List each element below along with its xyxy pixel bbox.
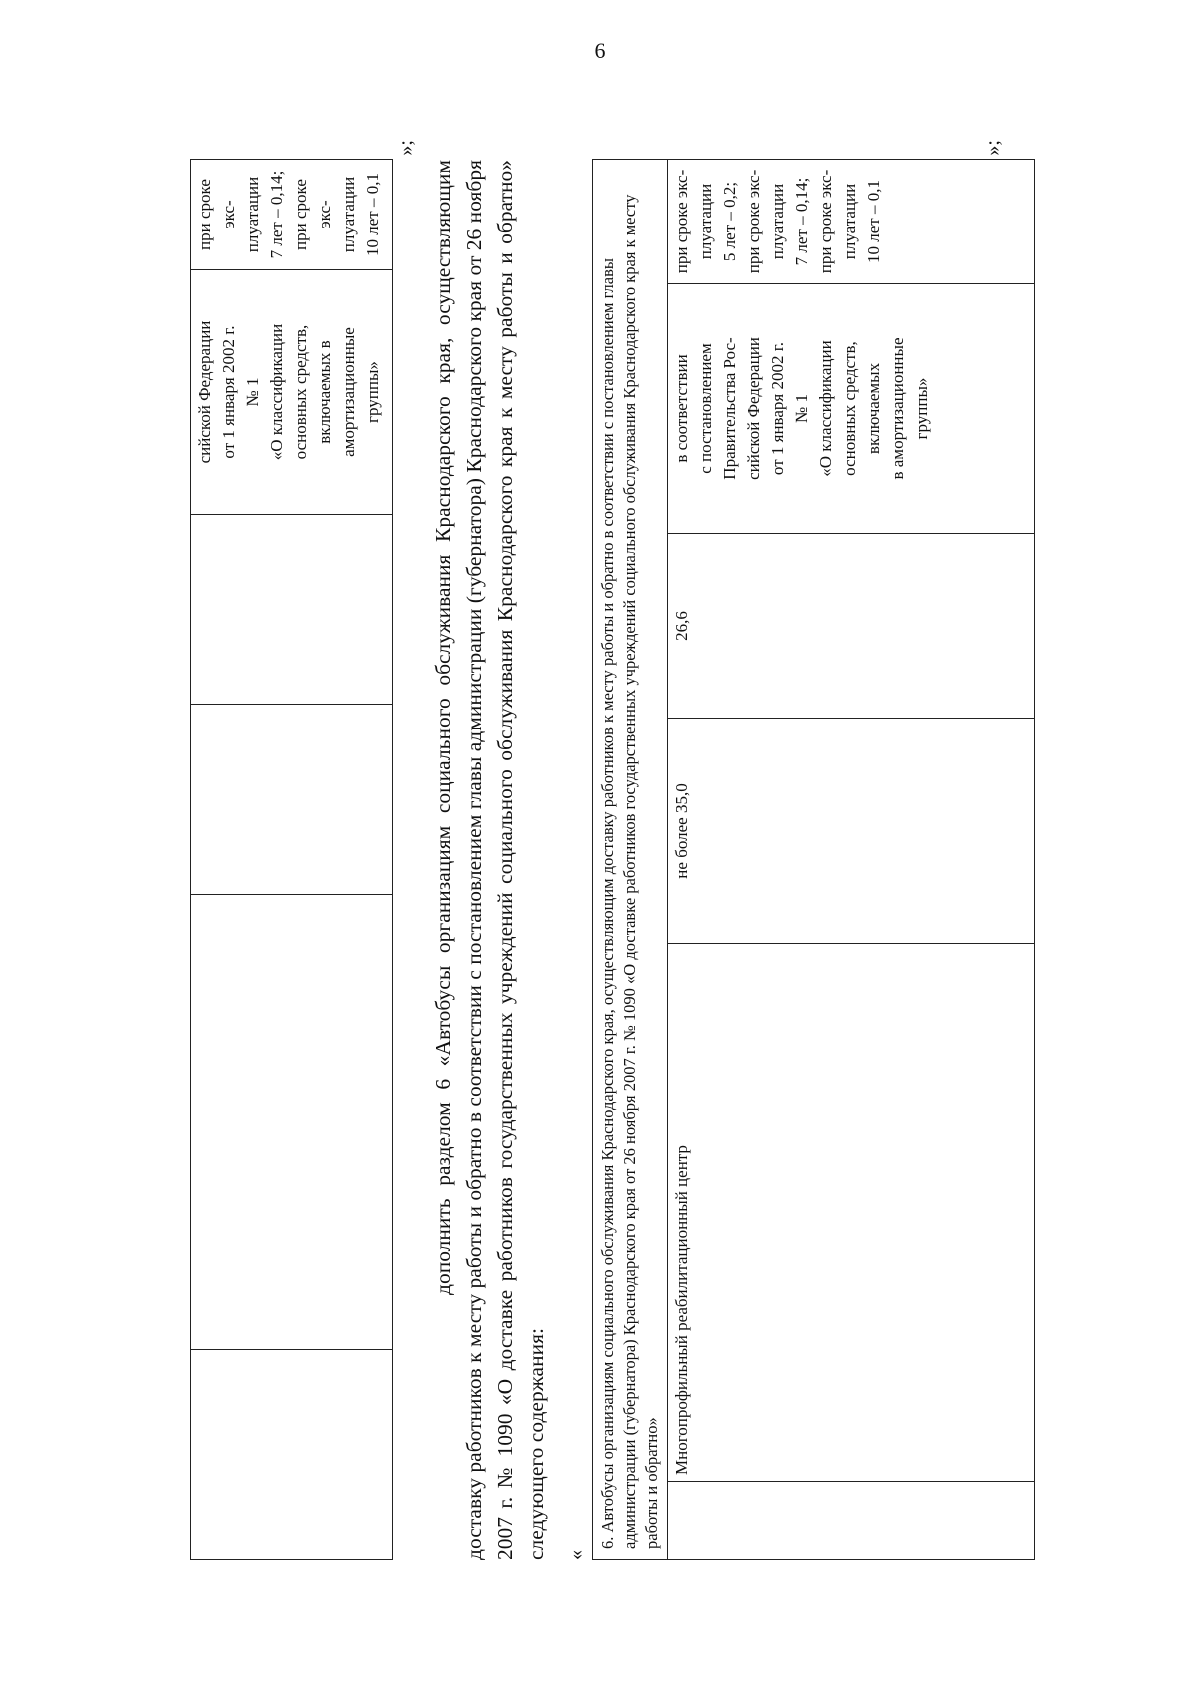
basis-line: в соответствии: [672, 354, 691, 463]
cell-institution: Многопрофильный реабилитационный центр: [668, 944, 1035, 1482]
terms-line: при сроке экс-: [672, 169, 691, 274]
terms-line: 10 лет – 0,1: [363, 173, 382, 256]
terms-line: плуатации: [840, 183, 859, 260]
opening-quote: «: [565, 1550, 587, 1560]
terms-line: плуатации: [243, 176, 262, 253]
rotated-landscape-content: [190, 140, 1015, 1560]
basis-line: № 1: [243, 377, 262, 407]
basis-line: Правительства Рос-: [720, 337, 739, 480]
terms-line: при сроке экс-: [744, 169, 763, 274]
closing-quote: »;: [982, 140, 1004, 156]
basis-line: амортизационные: [339, 327, 358, 457]
cell-empty: [668, 1482, 1035, 1560]
basis-line: сийской Федерации: [195, 320, 214, 464]
terms-line: при сроке экс-: [816, 169, 835, 274]
cell-norm: не более 35,0: [668, 719, 1035, 944]
basis-line: основных средств,: [840, 341, 859, 476]
terms-line: плуатации: [768, 183, 787, 260]
cell-empty: [191, 705, 393, 895]
basis-line: с постановлением: [696, 343, 715, 474]
table-row: [191, 160, 393, 1560]
terms-line: при сроке экс-: [195, 179, 238, 250]
cell-empty: [191, 515, 393, 705]
section-header-row: [593, 159, 668, 1559]
terms-line: плуатации: [696, 183, 715, 260]
basis-line: включаемых: [864, 362, 883, 455]
terms-line: при сроке экс-: [291, 179, 334, 250]
cell-basis: [668, 284, 1035, 534]
basis-line: сийской Федерации: [744, 337, 763, 480]
section-6-table: [592, 159, 1035, 1560]
basis-line: «О классификации: [267, 323, 286, 461]
terms-line: 7 лет – 0,14;: [267, 170, 286, 259]
cell-value: 26,6: [668, 534, 1035, 719]
basis-line: включаемых в: [315, 340, 334, 444]
basis-line: «О классификации: [816, 340, 835, 477]
basis-line: основных средств,: [291, 324, 310, 460]
terms-line: 7 лет – 0,14;: [792, 177, 811, 266]
terms-line: 10 лет – 0,1: [864, 180, 883, 263]
cell-terms: [191, 160, 393, 270]
basis-line: группы»: [912, 377, 931, 440]
terms-line: плуатации: [339, 176, 358, 253]
page-number: 6: [594, 38, 606, 63]
basis-line: от 1 января 2002 г.: [219, 325, 238, 459]
basis-line: в амортизационные: [888, 337, 907, 480]
cell-empty: [191, 895, 393, 1350]
cell-basis: [191, 270, 393, 515]
terms-line: 5 лет – 0,2;: [720, 181, 739, 262]
cell-terms: [668, 159, 1035, 283]
basis-line: группы»: [363, 361, 382, 423]
table-continuation: [190, 159, 393, 1560]
table-row: [668, 159, 1035, 1559]
closing-quote: »;: [395, 140, 417, 156]
basis-line: № 1: [792, 394, 811, 423]
amendment-paragraph: дополнить разделом 6 «Автобусы организациям социального обслуживания Краснодарского края, осуществляющим доставку работников к месту работы и обратно в соответствии с постановлением главы администрации (губернатора) Краснодарского края от 26 ноября 2007 г. № 1090 «О доставке работников государственных учреждений социального обслуживания Краснодарского края к месту работы и обратно» следующего содержания:: [431, 160, 548, 1560]
basis-line: от 1 января 2002 г.: [768, 341, 787, 476]
section-header: 6. Автобусы организациям социального обслуживания Краснодарского края, осуществляющим доставку работников к месту работы и обратно в соответствии с постановлением главы администрации (губернатора) Краснодарского края от 26 ноября 2007 г. № 1090 «О доставке работников государственных учреждений социального обслуживания Краснодарского края к месту работы и обратно»: [593, 159, 668, 1559]
cell-empty: [191, 1350, 393, 1560]
